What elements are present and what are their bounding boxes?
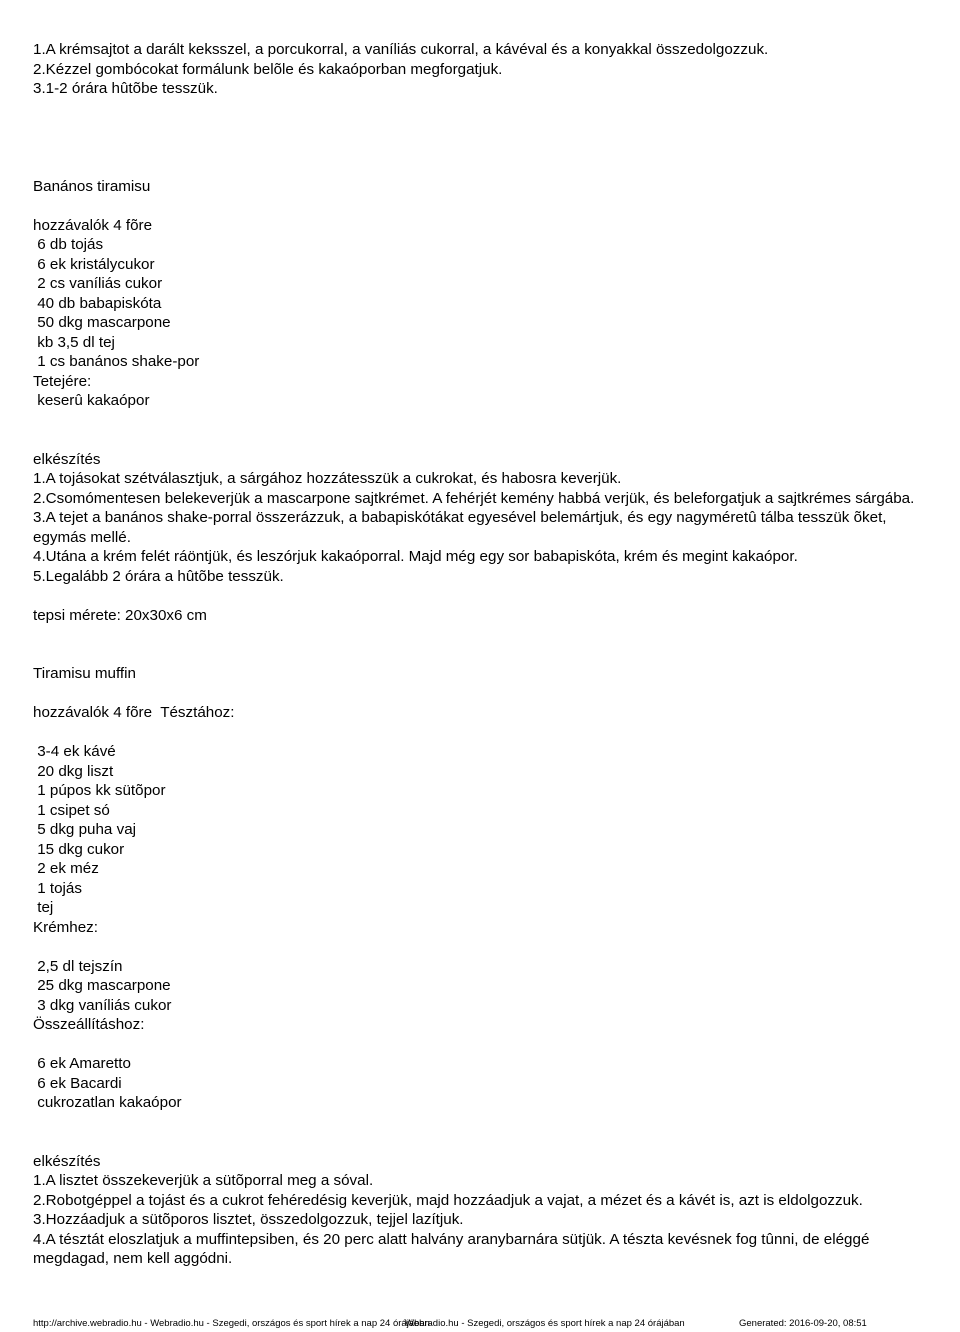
method-step: 3.A tejet a banános shake-porral összerázzuk, a babapiskótákat egyesével belemártjuk, és egy nagyméretû tálba tesszük õket, egymás mellé. — [33, 509, 887, 546]
method-step: 4.A tésztát eloszlatjuk a muffintepsiben, és 20 perc alatt halvány aranybarnára sütjük. A tészta kevésnek fog tûnni, de eléggé megdagad, nem kell aggódni. — [33, 1230, 870, 1267]
recipe-tiramisu-muffin — [33, 664, 933, 1269]
ingredient: kb 3,5 dl tej — [33, 333, 115, 351]
footer-page-info: Webradio.hu - Szegedi, országos és sport hírek a nap 24 órájában — [405, 1318, 685, 1329]
ingredient: 6 ek Bacardi — [33, 1074, 122, 1092]
ingredient: 1 púpos kk sütõpor — [33, 782, 166, 799]
recipe-banana-tiramisu — [33, 177, 933, 626]
ingredient: 2,5 dl tejszín — [33, 957, 123, 975]
recipe-title: Banános tiramisu — [33, 177, 151, 195]
method-step: 5.Legalább 2 órára a hûtõbe tesszük. — [33, 567, 284, 585]
recipe-title: Tiramisu muffin — [33, 665, 136, 682]
ingredient: 1 cs banános shake-por — [33, 353, 200, 370]
document-body — [33, 40, 933, 1269]
ingredients-header: hozzávalók 4 fõre — [33, 216, 153, 234]
ingredient: tej — [33, 899, 54, 916]
ingredient: Tetejére: — [33, 372, 92, 390]
ingredient: 6 db tojás — [33, 236, 104, 253]
ingredient: 6 ek kristálycukor — [33, 255, 155, 273]
assembly-header: Összeállításhoz: — [33, 1016, 145, 1033]
ingredient: 1 tojás — [33, 879, 82, 897]
method-step: 2.Robotgéppel a tojást és a cukrot fehéredésig keverjük, majd hozzáadjuk a vajat, a mézet és a kávét is, azt is eldolgozzuk. — [33, 1191, 863, 1209]
ingredient: 5 dkg puha vaj — [33, 821, 137, 838]
footer-generated: Generated: 2016-09-20, 08:51 — [739, 1318, 867, 1329]
ingredient: 50 dkg mascarpone — [33, 314, 171, 331]
method-header: elkészítés — [33, 1152, 101, 1170]
ingredient: 1 csipet só — [33, 801, 110, 819]
intro-step: 1.A krémsajtot a darált keksszel, a porcukorral, a vaníliás cukorral, a kávéval és a konyakkal összedolgozzuk. — [33, 41, 769, 58]
ingredient: cukrozatlan kakaópor — [33, 1094, 182, 1111]
method-step: 3.Hozzáadjuk a sütõporos lisztet, összedolgozzuk, tejjel lazítjuk. — [33, 1211, 464, 1228]
ingredient: 40 db babapiskóta — [33, 294, 162, 312]
method-header: elkészítés — [33, 450, 101, 468]
method-step: 2.Csomómentesen belekeverjük a mascarpone sajtkrémet. A fehérjét kemény habbá verjük, és beleforgatjuk a sajtkrémes sárgába. — [33, 489, 915, 507]
method-step: 1.A lisztet összekeverjük a sütõporral meg a sóval. — [33, 1172, 374, 1189]
intro-step: 2.Kézzel gombócokat formálunk belõle és kakaóporban megforgatjuk. — [33, 60, 503, 78]
ingredient: 15 dkg cukor — [33, 840, 125, 858]
pan-size: tepsi mérete: 20x30x6 cm — [33, 606, 207, 624]
ingredient: 25 dkg mascarpone — [33, 977, 171, 994]
footer-source-link[interactable]: http://archive.webradio.hu - Webradio.hu - Szegedi, országos és sport hírek a nap 24 órájában — [33, 1318, 430, 1329]
ingredient: 6 ek Amaretto — [33, 1055, 131, 1072]
method-step: 1.A tojásokat szétválasztjuk, a sárgához hozzátesszük a cukrokat, és habosra keverjük. — [33, 470, 622, 487]
ingredient: 3-4 ek kávé — [33, 743, 116, 760]
ingredient: 2 ek méz — [33, 860, 99, 877]
ingredient: keserû kakaópor — [33, 392, 150, 409]
intro-step: 3.1-2 órára hûtõbe tesszük. — [33, 80, 218, 97]
ingredient: 2 cs vaníliás cukor — [33, 275, 163, 292]
ingredient: 20 dkg liszt — [33, 762, 114, 780]
ingredient: 3 dkg vaníliás cukor — [33, 996, 172, 1014]
cream-header: Krémhez: — [33, 918, 98, 936]
method-step: 4.Utána a krém felét ráöntjük, és leszórjuk kakaóporral. Majd még egy sor babapiskóta, krém és megint kakaópor. — [33, 548, 798, 565]
ingredients-header: hozzávalók 4 fõre Tésztához: — [33, 704, 235, 721]
intro-steps — [33, 40, 933, 99]
